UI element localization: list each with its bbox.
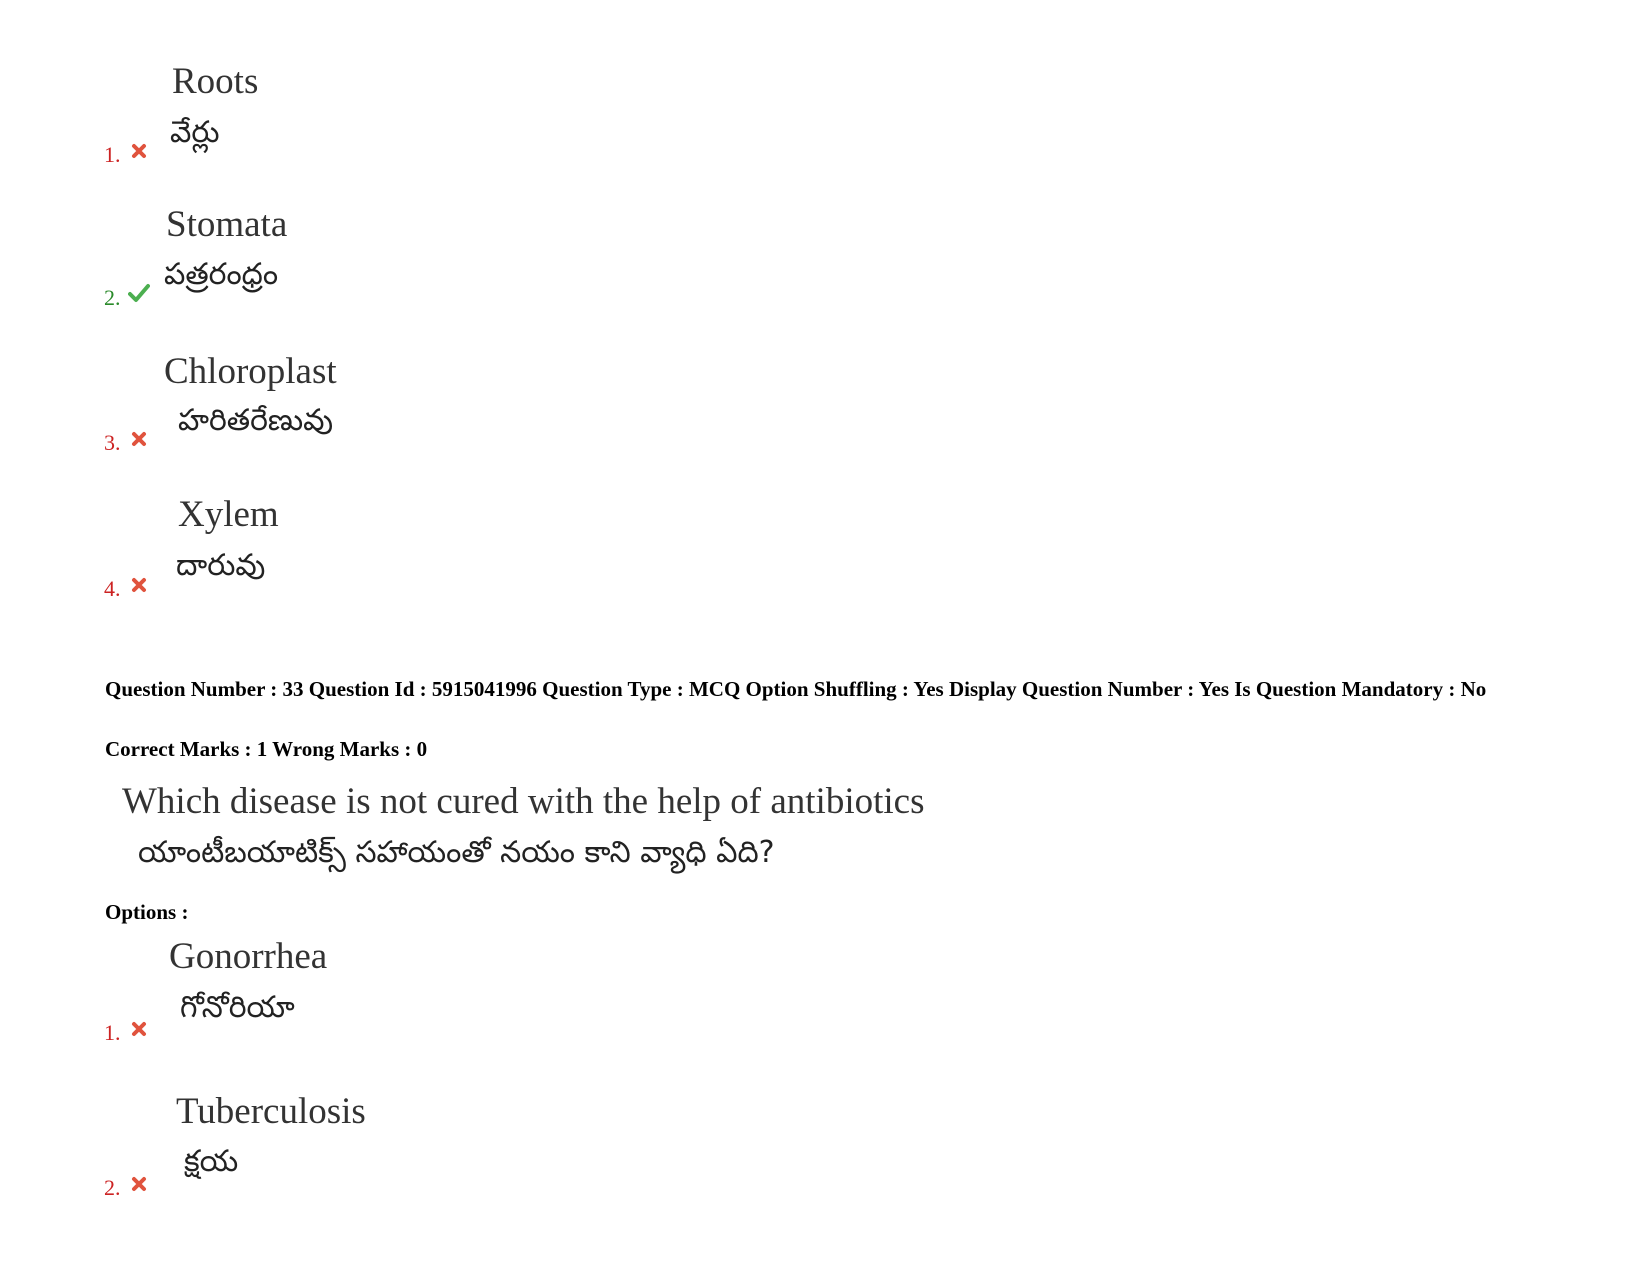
option-number: 2. (104, 285, 121, 310)
option-text-en: Xylem (178, 494, 279, 535)
question-text-te: యాంటీబయాటిక్స్ సహాయంతో నయం కాని వ్యాధి ఏది? (138, 835, 775, 870)
cross-icon (130, 430, 148, 448)
cross-icon (130, 142, 148, 160)
option-text-te: క్షయ (184, 1144, 239, 1179)
cross-icon (130, 1175, 148, 1193)
question-text-en: Which disease is not cured with the help of antibiotics (122, 781, 925, 822)
option-number: 3. (104, 430, 121, 455)
cross-icon (130, 576, 148, 594)
option-text-te: పత్రరంధ్రం (164, 257, 279, 292)
option-text-en: Chloroplast (164, 351, 337, 392)
option-text-en: Stomata (166, 204, 288, 245)
option-number: 1. (104, 1020, 121, 1045)
option-number: 4. (104, 576, 121, 601)
option-text-te: హరితరేణువు (178, 403, 334, 438)
option-text-te: గోనోరియా (180, 990, 295, 1025)
option-text-en: Roots (172, 61, 259, 102)
option-text-en: Gonorrhea (169, 936, 328, 977)
question-meta: Question Number : 33 Question Id : 5915041996 Question Type : MCQ Option Shuffling : Yes Display Question Number : Yes Is Question Mandatory : No (105, 677, 1487, 701)
cross-icon (130, 1020, 148, 1038)
checkmark-icon (128, 283, 150, 303)
option-number: 1. (104, 142, 121, 167)
option-text-te: దారువు (176, 548, 266, 583)
option-text-te: వేర్లు (170, 115, 220, 150)
option-number: 2. (104, 1175, 121, 1200)
option-text-en: Tuberculosis (176, 1091, 366, 1132)
question-marks: Correct Marks : 1 Wrong Marks : 0 (105, 737, 428, 761)
options-label: Options : (105, 900, 189, 924)
